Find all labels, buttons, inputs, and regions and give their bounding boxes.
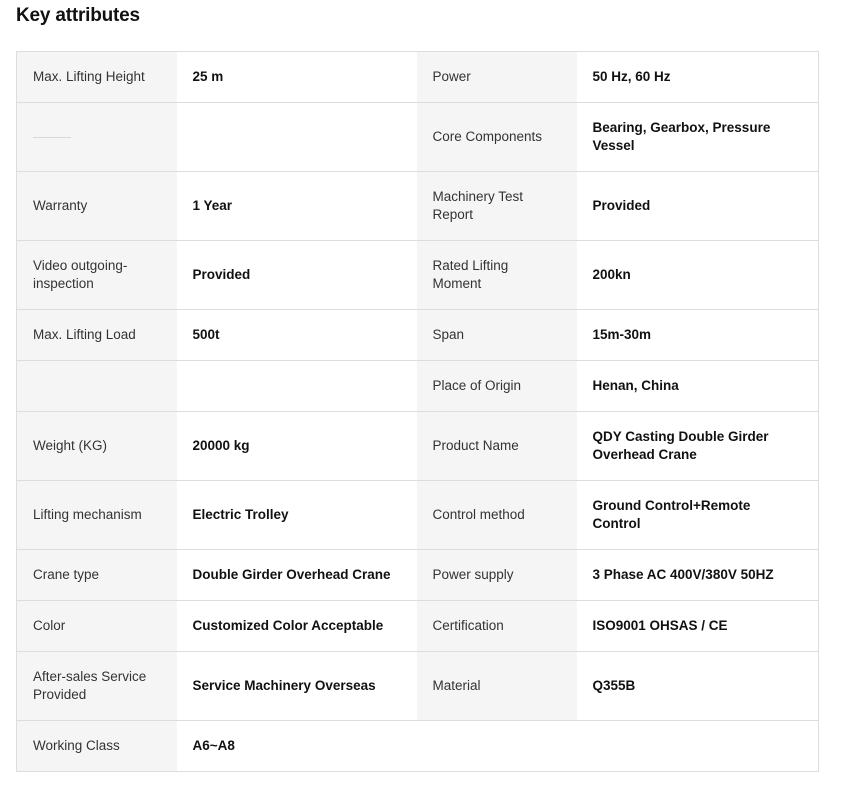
attribute-value: Q355B	[577, 652, 819, 721]
table-row	[17, 103, 819, 172]
attribute-value	[177, 361, 417, 412]
attribute-label: Place of Origin	[417, 361, 577, 412]
attribute-label: Core Components	[417, 103, 577, 172]
attribute-label	[17, 361, 177, 412]
table-row	[17, 172, 819, 241]
section-title: Key attributes	[16, 5, 140, 26]
table-row	[17, 361, 819, 412]
attribute-label: Rated Lifting Moment	[417, 241, 577, 310]
table-row	[17, 310, 819, 361]
table-row	[17, 412, 819, 481]
attribute-label: Max. Lifting Height	[17, 52, 177, 103]
attribute-label: Crane type	[17, 550, 177, 601]
attribute-value: 500t	[177, 310, 417, 361]
attribute-value: 15m-30m	[577, 310, 819, 361]
placeholder-dash	[33, 137, 71, 138]
attribute-value: 1 Year	[177, 172, 417, 241]
attribute-value: QDY Casting Double Girder Overhead Crane	[577, 412, 819, 481]
attribute-label: Power supply	[417, 550, 577, 601]
attribute-label: Max. Lifting Load	[17, 310, 177, 361]
attribute-value: 25 m	[177, 52, 417, 103]
attribute-label-empty	[417, 721, 577, 772]
attribute-value: Henan, China	[577, 361, 819, 412]
attribute-label: Power	[417, 52, 577, 103]
table-row	[17, 481, 819, 550]
attribute-label: After-sales Service Provided	[17, 652, 177, 721]
attribute-label: Warranty	[17, 172, 177, 241]
attribute-value: Provided	[177, 241, 417, 310]
attributes-table	[16, 51, 819, 772]
attribute-value: ISO9001 OHSAS / CE	[577, 601, 819, 652]
attribute-value: Customized Color Acceptable	[177, 601, 417, 652]
attribute-label: Span	[417, 310, 577, 361]
attribute-value: Double Girder Overhead Crane	[177, 550, 417, 601]
attribute-label: Color	[17, 601, 177, 652]
attribute-value: 20000 kg	[177, 412, 417, 481]
attribute-value	[577, 721, 819, 772]
attribute-value	[177, 103, 417, 172]
attribute-label: Certification	[417, 601, 577, 652]
attribute-value: Electric Trolley	[177, 481, 417, 550]
attribute-label: Lifting mechanism	[17, 481, 177, 550]
attribute-value: Ground Control+Remote Control	[577, 481, 819, 550]
table-row	[17, 601, 819, 652]
attribute-value: Provided	[577, 172, 819, 241]
attribute-label-empty	[17, 103, 177, 172]
attribute-value: 50 Hz, 60 Hz	[577, 52, 819, 103]
attribute-label: Product Name	[417, 412, 577, 481]
attribute-label: Material	[417, 652, 577, 721]
attribute-label: Control method	[417, 481, 577, 550]
attribute-value: Bearing, Gearbox, Pressure Vessel	[577, 103, 819, 172]
table-row	[17, 652, 819, 721]
table-row	[17, 241, 819, 310]
attribute-label: Machinery Test Report	[417, 172, 577, 241]
attribute-value: 3 Phase AC 400V/380V 50HZ	[577, 550, 819, 601]
attribute-label: Weight (KG)	[17, 412, 177, 481]
table-row	[17, 550, 819, 601]
attribute-label: Working Class	[17, 721, 177, 772]
attribute-value: 200kn	[577, 241, 819, 310]
attribute-value: Service Machinery Overseas	[177, 652, 417, 721]
attribute-label: Video outgoing-inspection	[17, 241, 177, 310]
table-row	[17, 721, 819, 772]
attribute-value: A6~A8	[177, 721, 417, 772]
table-row	[17, 52, 819, 103]
